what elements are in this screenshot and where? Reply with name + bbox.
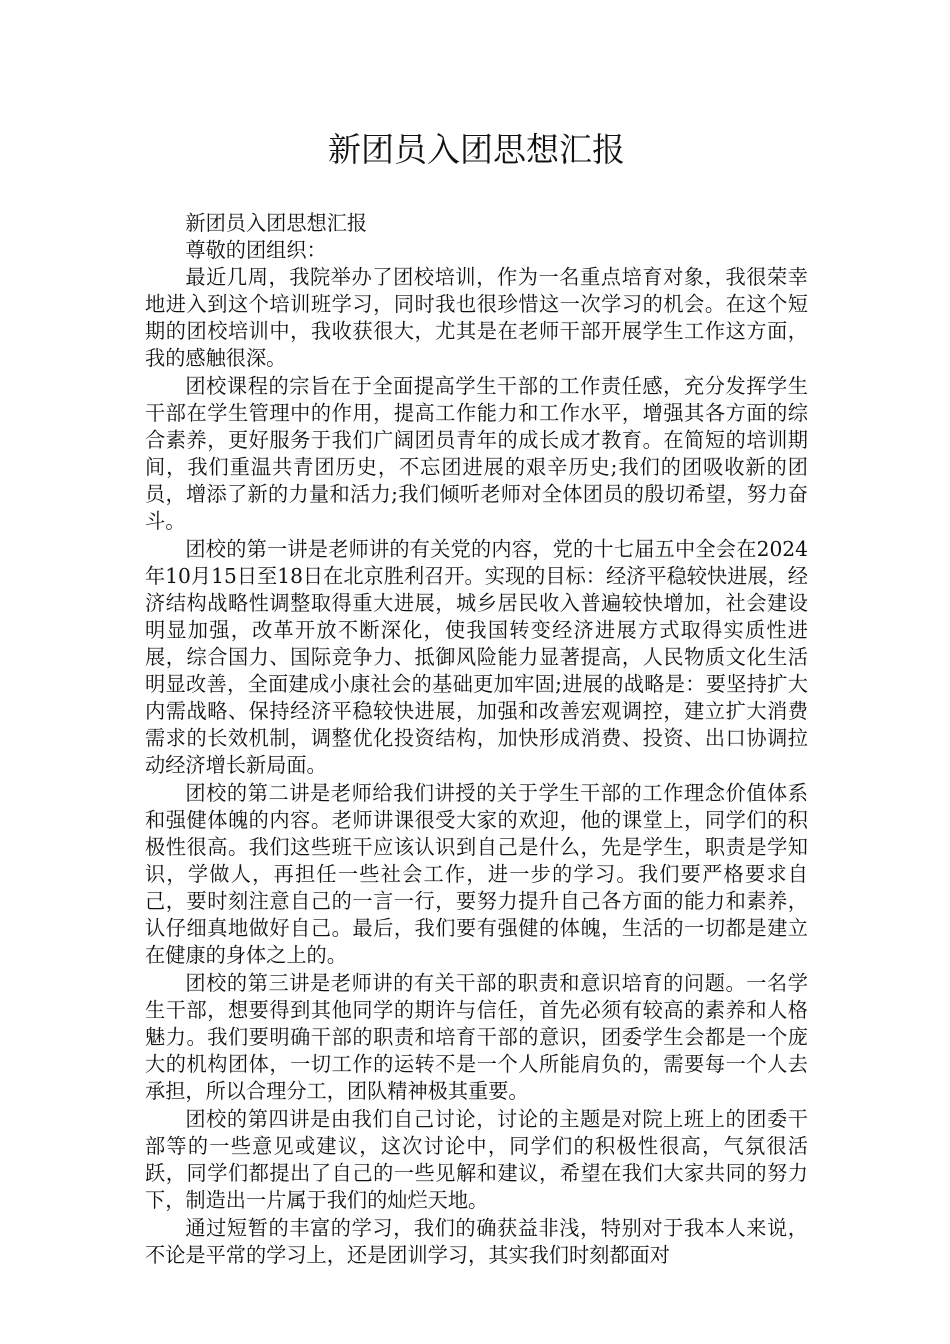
paragraph: 团校的第二讲是老师给我们讲授的关于学生干部的工作理念价值体系和强健体魄的内容。老师讲课很受大家的欢迎，他的课堂上，同学们的积极性很高。我们这些班干应该认识到自己是什么，先是学生，职责是学知识，学做人，再担任一些社会工作，进一步的学习。我们要严格要求自己，要时刻注意自己的一言一行，要努力提升自己各方面的能力和素养，认仔细真地做好自己。最后，我们要有强健的体魄，生活的一切都是建立在健康的身体之上的。 <box>145 781 808 967</box>
document-page <box>145 128 808 1270</box>
document-title: 新团员入团思想汇报 <box>328 130 625 169</box>
document-body <box>145 210 808 1269</box>
paragraph-salutation: 尊敬的团组织： <box>185 238 327 262</box>
paragraph: 团校的第三讲是老师讲的有关干部的职责和意识培育的问题。一名学生干部，想要得到其他同学的期许与信任，首先必须有较高的素养和人格魅力。我们要明确干部的职责和培育干部的意识，团委学生会都是一个庞大的机构团体，一切工作的运转不是一个人所能肩负的，需要每一个人去承担，所以合理分工，团队精神极其重要。 <box>145 971 808 1103</box>
paragraph: 通过短暂的丰富的学习，我们的确获益非浅，特别对于我本人来说，不论是平常的学习上，还是团训学习，其实我们时刻都面对 <box>145 1216 808 1267</box>
paragraph-heading-repeat: 新团员入团思想汇报 <box>185 211 368 235</box>
paragraph: 最近几周，我院举办了团校培训，作为一名重点培育对象，我很荣幸地进入到这个培训班学习，同时我也很珍惜这一次学习的机会。在这个短期的团校培训中，我收获很大，尤其是在老师干部开展学生工作这方面，我的感触很深。 <box>145 265 808 370</box>
paragraph: 团校课程的宗旨在于全面提高学生干部的工作责任感，充分发挥学生干部在学生管理中的作用，提高工作能力和工作水平，增强其各方面的综合素养，更好服务于我们广阔团员青年的成长成才教育。在简短的培训期间，我们重温共青团历史，不忘团进展的艰辛历史;我们的团吸收新的团员，增添了新的力量和活力;我们倾听老师对全体团员的殷切希望，努力奋斗。 <box>145 374 808 533</box>
paragraph: 团校的第四讲是由我们自己讨论，讨论的主题是对院上班上的团委干部等的一些意见或建议，这次讨论中，同学们的积极性很高，气氛很活跃，同学们都提出了自己的一些见解和建议，希望在我们大家共同的努力下，制造出一片属于我们的灿烂天地。 <box>145 1107 808 1212</box>
paragraph: 团校的第一讲是老师讲的有关党的内容，党的十七届五中全会在2024年10月15日至18日在北京胜利召开。实现的目标：经济平稳较快进展，经济结构战略性调整取得重大进展，城乡居民收入普遍较快增加，社会建设明显加强，改革开放不断深化，使我国转变经济进展方式取得实质性进展，综合国力、国际竞争力、抵御风险能力显著提高，人民物质文化生活明显改善，全面建成小康社会的基础更加牢固;进展的战略是：要坚持扩大内需战略、保持经济平稳较快进展，加强和改善宏观调控，建立扩大消费需求的长效机制，调整优化投资结构，加快形成消费、投资、出口协调拉动经济增长新局面。 <box>145 537 808 777</box>
